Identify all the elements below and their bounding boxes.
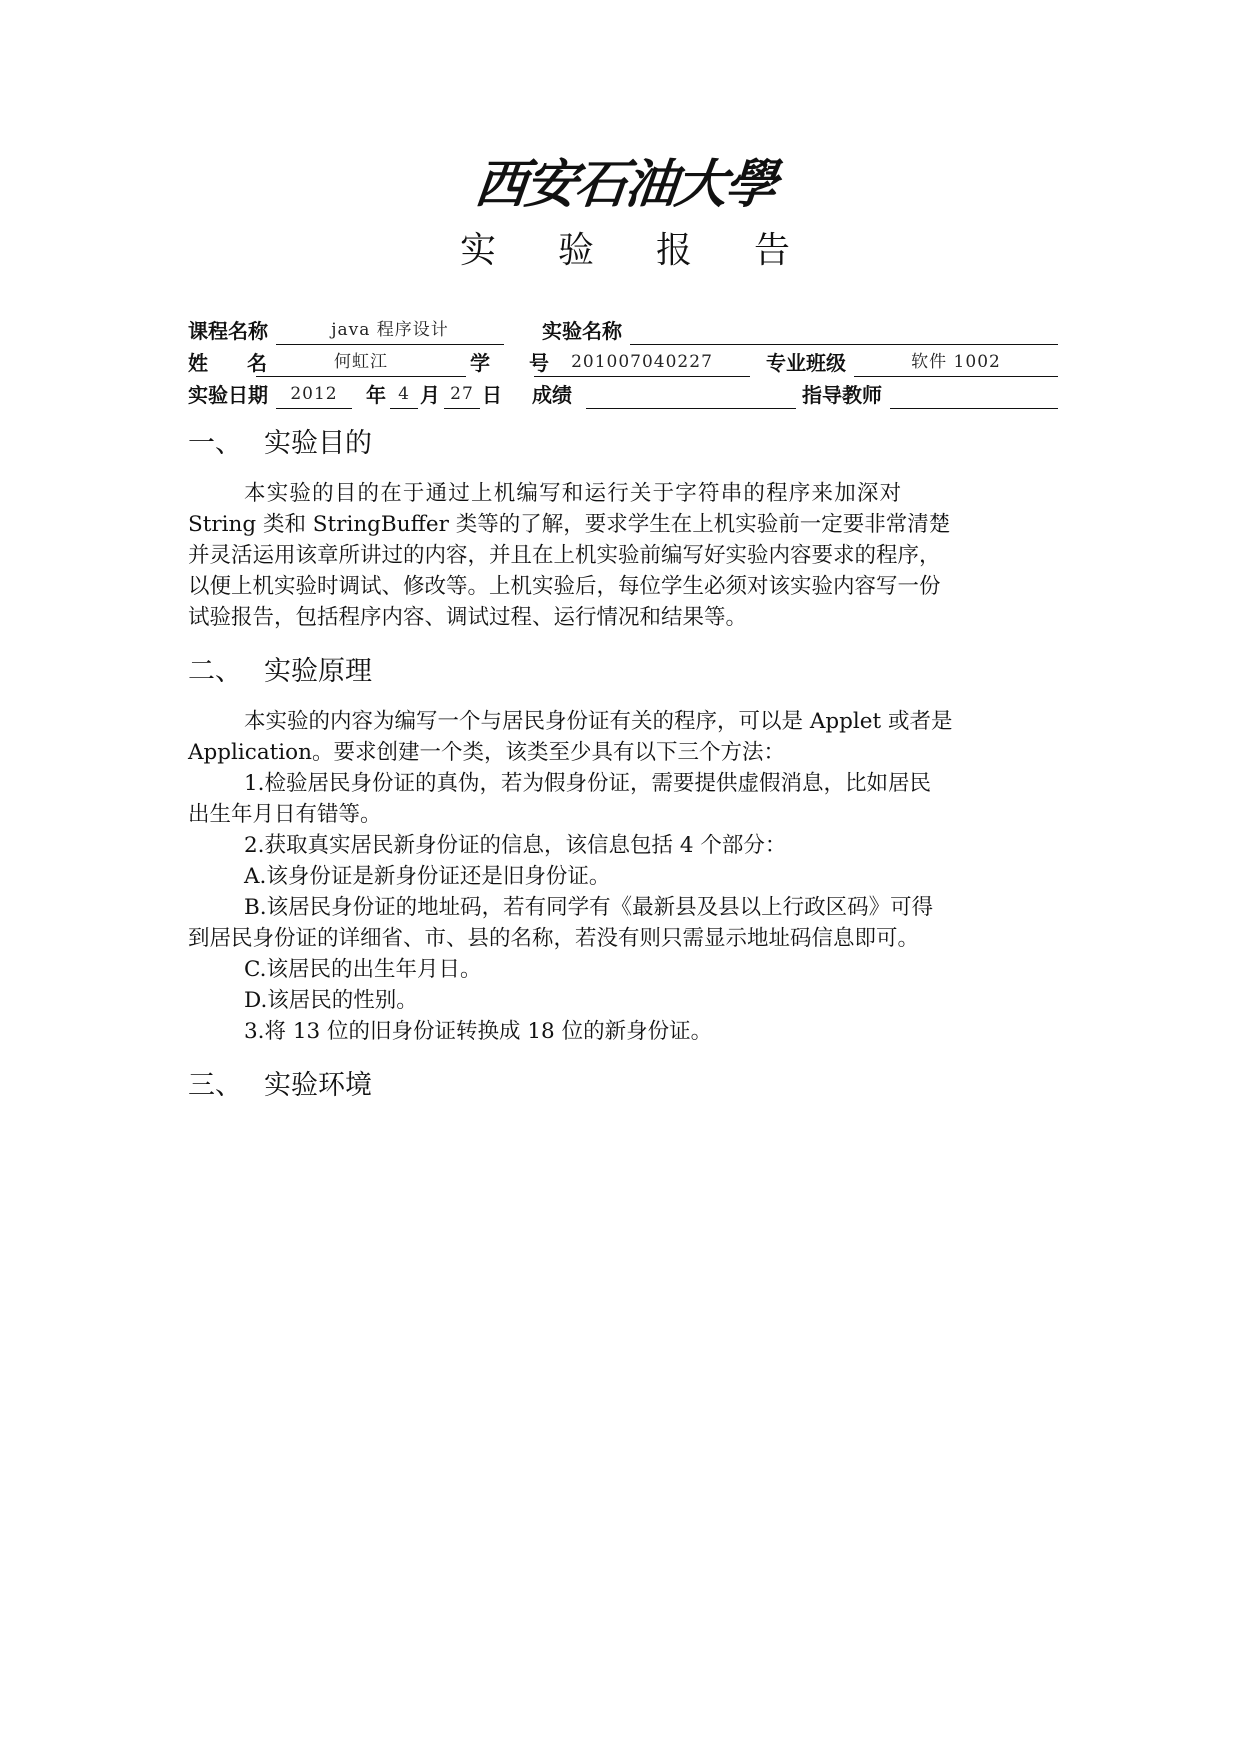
paragraph-line: B.该居民身份证的地址码，若有同学有《最新县及县以上行政区码》可得 xyxy=(244,895,934,920)
grade-field[interactable] xyxy=(586,380,796,409)
day-label: 日 xyxy=(482,383,502,407)
class-label: 专业班级 xyxy=(766,351,846,375)
paragraph-line: 本实验的内容为编写一个与居民身份证有关的程序，可以是 Applet 或者是 xyxy=(244,709,953,734)
paragraph-line: C.该居民的出生年月日。 xyxy=(244,957,482,982)
class-field[interactable]: 软件 1002 xyxy=(854,348,1058,377)
section-heading-environment xyxy=(188,1066,372,1106)
info-row-student xyxy=(188,348,1060,378)
section-number: 三、 xyxy=(188,1070,242,1101)
section-title: 实验环境 xyxy=(264,1070,372,1101)
student-name-label: 姓 名 xyxy=(188,351,283,375)
paragraph-line: 2.获取真实居民新身份证的信息，该信息包括 4 个部分： xyxy=(244,833,787,858)
paragraph-line: A.该身份证是新身份证还是旧身份证。 xyxy=(244,864,611,889)
paragraph-line: 1.检验居民身份证的真伪，若为假身份证，需要提供虚假消息，比如居民 xyxy=(244,771,932,796)
student-id-field[interactable]: 201007040227 xyxy=(534,348,750,377)
section-number: 二、 xyxy=(188,656,242,687)
section-number: 一、 xyxy=(188,428,242,459)
experiment-name-field[interactable] xyxy=(630,316,1058,345)
day-field[interactable]: 27 xyxy=(444,380,480,409)
student-name-field[interactable]: 何虹江 xyxy=(256,348,466,377)
section-heading-purpose xyxy=(188,424,372,464)
paragraph-line: 以便上机实验时调试、修改等。上机实验后，每位学生必须对该实验内容写一份 xyxy=(188,574,941,599)
paragraph-line: 出生年月日有错等。 xyxy=(188,802,382,827)
paragraph-line: 3.将 13 位的旧身份证转换成 18 位的新身份证。 xyxy=(244,1019,713,1044)
year-field[interactable]: 2012 xyxy=(276,380,352,409)
teacher-label: 指导教师 xyxy=(802,383,882,407)
university-logo: 西安石油大學 xyxy=(471,154,779,215)
date-label: 实验日期 xyxy=(188,383,268,407)
section-title: 实验原理 xyxy=(264,656,372,687)
month-field[interactable]: 4 xyxy=(390,380,418,409)
section-heading-principle xyxy=(188,652,372,692)
grade-label: 成绩 xyxy=(532,383,572,407)
course-label: 课程名称 xyxy=(188,319,268,343)
info-row-date xyxy=(188,380,1060,410)
paragraph-line: 到居民身份证的详细省、市、县的名称，若没有则只需显示地址码信息即可。 xyxy=(188,926,920,951)
title-char: 验 xyxy=(557,229,594,271)
title-char: 实 xyxy=(460,229,497,271)
month-label: 月 xyxy=(420,383,440,407)
paragraph-line: 试验报告，包括程序内容、调试过程、运行情况和结果等。 xyxy=(188,605,748,630)
year-label: 年 xyxy=(366,383,386,407)
paragraph-line: 并灵活运用该章所讲过的内容，并且在上机实验前编写好实验内容要求的程序， xyxy=(188,543,941,568)
paragraph-line: 本实验的目的在于通过上机编写和运行关于字符串的程序来加深对 xyxy=(244,481,903,506)
paragraph-line: D.该居民的性别。 xyxy=(244,988,418,1013)
course-field[interactable]: java 程序设计 xyxy=(276,316,504,345)
student-id-label: 学 号 xyxy=(470,351,565,375)
paragraph-line: Application。要求创建一个类，该类至少具有以下三个方法： xyxy=(188,740,785,765)
experiment-name-label: 实验名称 xyxy=(542,319,622,343)
teacher-field[interactable] xyxy=(890,380,1058,409)
title-char: 告 xyxy=(753,229,790,271)
report-title xyxy=(460,222,790,272)
section-title: 实验目的 xyxy=(264,428,372,459)
paragraph-line: String 类和 StringBuffer 类等的了解，要求学生在上机实验前一定要非常清楚 xyxy=(188,512,951,537)
title-char: 报 xyxy=(655,229,692,271)
info-row-course xyxy=(188,316,1060,346)
